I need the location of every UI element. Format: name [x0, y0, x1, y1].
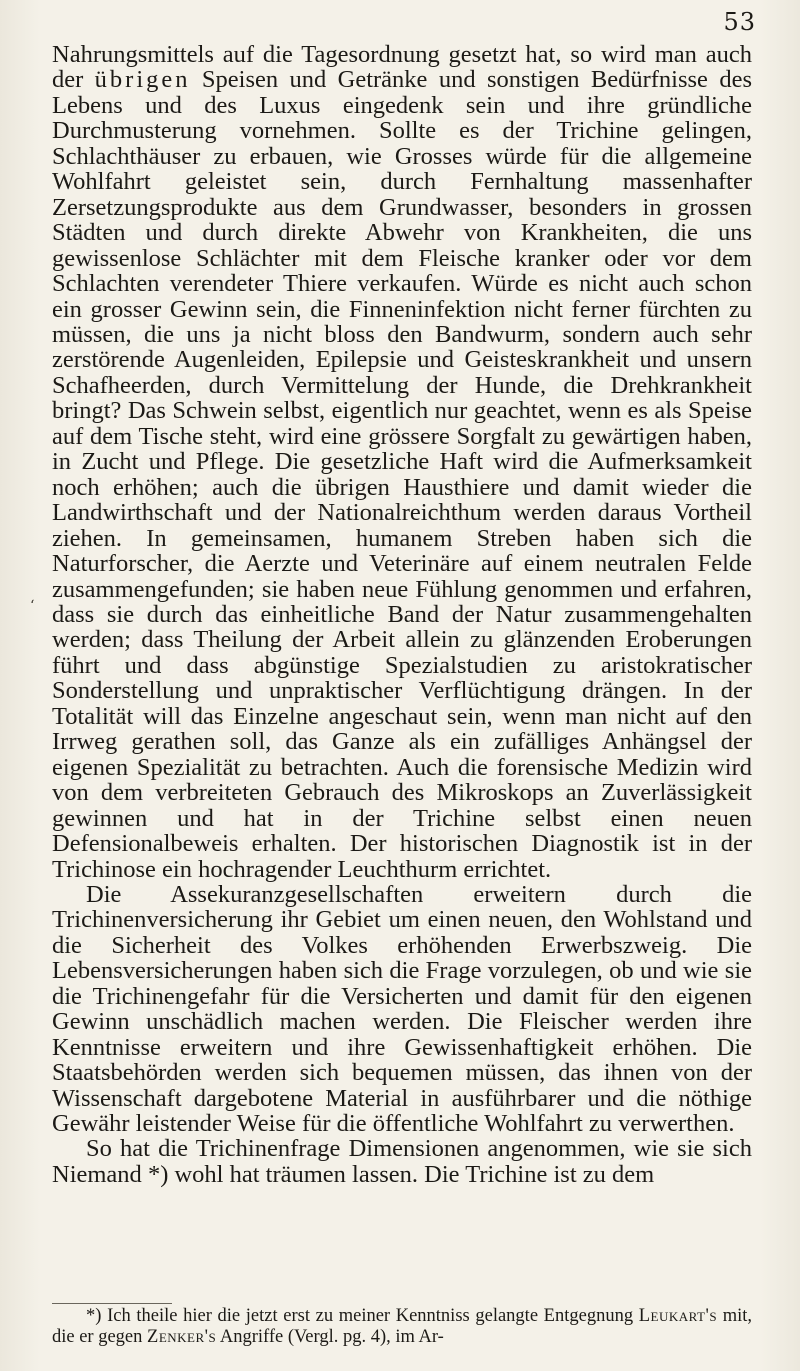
page-number: 53 [723, 8, 756, 36]
paragraph-1 [52, 42, 752, 882]
footnote-author-1: Leukart's [638, 1306, 718, 1326]
margin-mark: ‘ [30, 598, 35, 614]
footnote-text-2: mit, die er gegen [52, 1306, 753, 1347]
paragraph-3-start: So hat die Trichinenfrage Dimensionen angenommen, wie sie sich Niemand [52, 1135, 752, 1188]
footnote-marker: *) [86, 1306, 102, 1326]
emphasized-word: übrigen [94, 66, 191, 94]
footnote [52, 1306, 752, 1348]
footnote-author-2: Zenker's [147, 1327, 217, 1347]
paragraph-2: Die Assekuranzgesellschaften erweitern durch die Trichinenversicherung ihr Gebiet um einen neuen, den Wohlstand und die Sicherheit des Volkes erhöhenden Erwerbszweig. Die Lebensversicherungen haben sich die Frage vorzulegen, ob und wie sie die Trichinengefahr für die Versicherten und damit für den eigenen Gewinn unschädlich machen werden. Die Fleischer werden ihre Kenntnisse erweitern und ihre Gewissenhaftigkeit erhöhen. Die Staatsbehörden werden sich bequemen müssen, das ihnen von der Wissenschaft dargebotene Material in ausführbarer und die nöthige Gewähr leistender Weise für die öffentliche Wohlfahrt zu verwerthen. [52, 880, 752, 1138]
paragraph-3-rest: wohl hat träumen lassen. Die Trichine ist zu dem [168, 1160, 655, 1188]
paragraph-1-start: Nahrungsmittels auf die Tagesordnung gesetzt hat, so wird man auch der [52, 41, 752, 94]
footnote-reference: *) [147, 1160, 169, 1188]
footnote-text-3: Angriffe (Vergl. pg. 4), im Ar- [216, 1327, 444, 1347]
main-text [52, 42, 752, 1187]
footnote-text-1: Ich theile hier die jetzt erst zu meiner Kenntniss gelangte Entgegnung [107, 1306, 639, 1326]
paragraph-3 [52, 1136, 752, 1187]
paragraph-1-rest: Speisen und Getränke und sonstigen Bedürfnisse des Lebens und des Luxus eingedenk sein und ihre gründliche Durchmusterung vornehmen. Sollte es der Trichine gelingen, Schlachthäuser zu erbauen, wie Grosses würde für die allgemeine Wohlfahrt geleistet sein, durch Fernhaltung massenhafter Zersetzungsprodukte aus dem Grundwasser, besonders in grossen Städten und durch direkte Abwehr von Krankheiten, die uns gewissenlose Schlächter mit dem Fleische kranker oder vor dem Schlachten verendeter Thiere verkaufen. Würde es nicht auch schon ein grosser Gewinn sein, die Finneninfektion nicht ferner fürchten zu müssen, die uns ja nicht bloss den Bandwurm, sondern auch sehr zerstörende Augenleiden, Epilepsie und Geisteskrankheit und unsern Schafheerden, durch Vermittelung der Hunde, die Drehkrankheit bringt? Das Schwein selbst, eigentlich nur geachtet, wenn es als Speise auf dem Tische steht, wird eine grössere Sorgfalt zu gewärtigen haben, in Zucht und Pflege. Die gesetzliche Haft wird die Aufmerksamkeit noch erhöhen; auch die übrigen Hausthiere und damit wieder die Landwirthschaft und der Nationalreichthum werden daraus Vortheil ziehen. In gemeinsamen, humanem Streben haben sich die Naturforscher, die Aerzte und Veterinäre auf einem neutralen Felde zusammengefunden; sie haben neue Fühlung genommen und erfahren, dass sie durch das einheitliche Band der Natur zusammengehalten werden; dass Theilung der Arbeit allein zu glänzenden Eroberungen führt und dass abgünstige Spezialstudien zu aristokratischer Sonderstellung und unpraktischer Verflüchtigung drängen. In der Totalität will das Einzelne angeschaut sein, wenn man nicht auf den Irrweg gerathen soll, das Ganze als ein zufälliges Anhängsel der eigenen Spezialität zu betrachten. Auch die forensische Medizin wird von dem verbreiteten Gebrauch des Mikroskops an Zuverlässigkeit gewinnen und hat in der Trichine selbst einen neuen Defensionalbeweis erhalten. Der historischen Diagnostik ist in der Trichinose ein hochragender Leuchthurm errichtet. [52, 66, 752, 883]
footnote-divider [52, 1303, 172, 1304]
